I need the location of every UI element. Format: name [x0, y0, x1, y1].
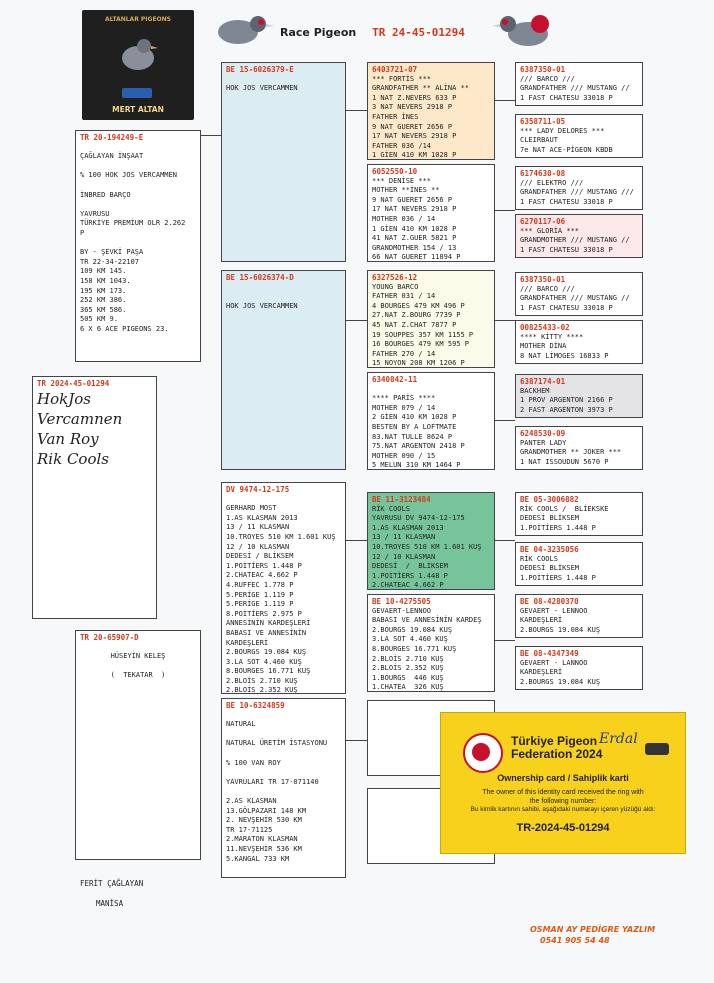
breeder-logo [82, 10, 194, 120]
text-line: 1 NAT Z.NEVERS 633 P [372, 93, 457, 102]
text-line [226, 75, 341, 85]
ring-number: BE 05-3006882 [520, 495, 579, 504]
text-line: 5.PERİGE 1.119 P [226, 590, 294, 599]
gen3-box [367, 492, 495, 590]
text-line [80, 162, 196, 172]
gen4-box [515, 166, 643, 210]
text-line: 5 MELUN 310 KM 1464 P [372, 461, 461, 470]
text-line: 5.KANGAL 733 KM [226, 854, 290, 863]
gen4-box [515, 426, 643, 470]
text-line: 2.MARATON KLASMAN [226, 835, 298, 844]
pigeon-logo-icon [116, 32, 160, 76]
gen4-box [515, 320, 643, 364]
text-line: YAVRULARI TR 17-071140 [226, 777, 319, 786]
text-line: 11.NEVŞEHİR 536 KM [226, 844, 302, 853]
connector [495, 210, 515, 211]
pedigree-text [520, 75, 638, 104]
gen4-box [515, 646, 643, 690]
ring-number: DV 9474-12-175 [226, 485, 290, 494]
text-line: 3.LA SOT 4.460 KUŞ [226, 657, 302, 666]
gen3-box [367, 594, 495, 692]
pedigree-text [226, 75, 341, 94]
ring-number: BE 04-3235056 [520, 545, 579, 554]
car-icon [645, 743, 669, 755]
ring-number: 6174630-08 [520, 169, 566, 178]
text-line: BY - ŞEVKİ PAŞA [80, 248, 144, 257]
text-line: ANNESİNİN KARDEŞLERİ [226, 619, 311, 628]
text-line: 10.TROYES 510 KM 1.601 KUŞ [372, 542, 482, 551]
pedigree-text [372, 607, 490, 692]
text-line: GEVAERT-LENNOO [372, 606, 432, 615]
connector [345, 110, 367, 111]
ring-number: 6358711-05 [520, 117, 566, 126]
pedigree-text [520, 505, 638, 534]
pedigree-text [520, 333, 638, 362]
owner-name: FERİT ÇAĞLAYAN [80, 879, 144, 888]
text-line: 2.BLOİS 2.352 KUŞ [226, 686, 298, 694]
text-line: NATURAL ÜRETİM İSTASYONU [226, 739, 328, 748]
text-line: KARDEŞLERİ [226, 638, 269, 647]
text-line: Van Roy [37, 429, 99, 448]
ring-number: TR 20-194249-E [80, 133, 144, 142]
text-line: 109 KM 145. [80, 267, 127, 276]
logo-title: ALTANLAR PIGEONS [104, 16, 172, 23]
text-line: GRANDFATHER /// MUSTANG /// [520, 188, 634, 197]
card-title [511, 735, 602, 761]
text-line: 1 FAST CHATESU 33018 P [520, 245, 613, 254]
text-line: RİK COOLS [372, 504, 410, 513]
pedigree-text [80, 143, 196, 335]
text-line: 2 FAST ARGENTON 3973 P [520, 405, 613, 414]
text-line: 1.AS KLASMAN 2013 [226, 513, 298, 522]
pedigree-text [226, 495, 341, 694]
pedigree-text [372, 75, 490, 160]
pedigree-text [520, 555, 638, 584]
card-text-line: the following number: [529, 798, 597, 805]
ring-number: 6387350-01 [520, 65, 566, 74]
connector [345, 740, 367, 741]
gen4-box [515, 492, 643, 536]
text-line: 2.AS KLASMAN [226, 796, 277, 805]
text-line [372, 385, 490, 395]
pedigree-text [372, 283, 490, 368]
text-line: DEDESİ BLİKSEM [520, 514, 580, 523]
text-line: 1.POİTİERS 1.448 P [226, 561, 302, 570]
text-line: 365 KM 586. [80, 305, 127, 314]
gen2-box [221, 698, 346, 878]
text-line [226, 711, 341, 721]
owner-info [80, 874, 143, 914]
gen2-box [221, 482, 346, 694]
text-line: 41 NAT Z.GUER 5821 P [372, 234, 457, 243]
footer-phone: 0541 905 54 48 [540, 936, 610, 945]
connector [495, 320, 515, 321]
text-line [80, 143, 196, 153]
gen4-box [515, 542, 643, 586]
dam-box [75, 630, 201, 860]
text-line: 19 SOUPPES 357 KM 1155 P [372, 330, 474, 339]
ring-number: 00825433-02 [520, 323, 570, 332]
ring-number: 6340842-11 [372, 375, 418, 384]
text-line: 1.CHATEA 326 KUŞ [372, 683, 444, 692]
connector [495, 420, 515, 421]
sire-box [75, 130, 201, 362]
pedigree-text [226, 283, 341, 312]
gen4-box [515, 214, 643, 258]
text-line [226, 749, 341, 759]
text-line: FATHER İNES [372, 112, 419, 121]
text-line: 2.CHATEAC 4.662 P [372, 581, 444, 590]
text-line: 12 / 10 KLASMAN [226, 542, 290, 551]
ring-number: 6387350-01 [520, 275, 566, 284]
page-header [280, 26, 465, 39]
text-line: HOK JOS VERCAMMEN [226, 84, 298, 93]
footer-brand: OSMAN AY PEDİGRE YAZLIM [530, 925, 656, 934]
pedigree-text [372, 385, 490, 470]
pedigree-text [372, 505, 490, 590]
handwritten-notes [37, 389, 152, 469]
ring-number: BE 11-3123484 [372, 495, 431, 504]
gen3-box [367, 164, 495, 262]
header-ring: TR 24-45-01294 [372, 26, 465, 39]
gen2-box [221, 62, 346, 262]
text-line: MOTHER DİNA [520, 342, 567, 351]
text-line: *** FORTİS *** [372, 74, 432, 83]
text-line: 2.CHATEAC 4.662 P [226, 571, 298, 580]
text-line: 27.NAT Z.BOURG 7739 P [372, 311, 461, 320]
text-line [226, 787, 341, 797]
ring-number: 6327526-12 [372, 273, 418, 282]
text-line: KARDEŞLERİ [520, 616, 563, 625]
logo-name: MERT ALTAN [112, 105, 164, 114]
text-line [80, 662, 196, 672]
ring-number: TR 20-65907-D [80, 633, 139, 642]
connector [495, 100, 515, 101]
text-line [80, 200, 196, 210]
ring-number: 6270117-06 [520, 217, 566, 226]
text-line: 505 KM 9. [80, 315, 118, 324]
gen4-box [515, 374, 643, 418]
text-line: 1.POİTİERS 1.448 P [372, 571, 448, 580]
text-line: GRANDFATHER /// MUSTANG // [520, 294, 630, 303]
connector [495, 640, 515, 641]
text-line: 1 GİEN 410 KM 1028 P [372, 224, 457, 233]
text-line: **** PARİS **** [372, 394, 436, 403]
text-line: YOUNG BARCO [372, 282, 419, 291]
text-line: YAVRUSU DV 9474-12-175 [372, 514, 465, 523]
text-line: 1.POİTİERS 1.448 P [520, 523, 596, 532]
text-line: HOK JOS VERCAMMEN [226, 301, 298, 310]
text-line: P [80, 228, 85, 237]
gen3-box [367, 270, 495, 368]
text-line: MOTHER 079 / 14 [372, 403, 436, 412]
text-line: TÜRKİYE PREMİUM OLR 2.262 [80, 219, 186, 228]
text-line: YAVRUSU [80, 209, 110, 218]
text-line [226, 495, 341, 505]
text-line: 83.NAT TULLE 8624 P [372, 432, 453, 441]
text-line: 17 NAT NEVERS 2918 P [372, 132, 457, 141]
text-line: 10.TROYES 510 KM 1.601 KUŞ [226, 532, 336, 541]
text-line: *** GLORİA *** [520, 226, 580, 235]
gen4-box [515, 594, 643, 638]
text-line: 13 / 11 KLASMAN [372, 533, 436, 542]
text-line: 252 KM 386. [80, 296, 127, 305]
text-line: GRANDMOTHER ** JOKER *** [520, 448, 622, 457]
text-line: 158 KM 1043. [80, 276, 131, 285]
gen2-box [221, 270, 346, 470]
pedigree-text [372, 177, 490, 262]
text-line: 12 / 10 KLASMAN [372, 552, 436, 561]
text-line: FATHER 031 / 14 [372, 292, 436, 301]
text-line: 1.POİTİERS 1.448 P [520, 573, 596, 582]
text-line: 1 FAST CHATESU 33018 P [520, 303, 613, 312]
text-line: *** LADY DELORES *** [520, 126, 605, 135]
text-line: RİK COOLS [520, 554, 558, 563]
pedigree-text [520, 387, 638, 416]
gen3-box [367, 372, 495, 470]
text-line: TR 17-71125 [226, 825, 273, 834]
text-line: 8.BOURGES 16.771 KUŞ [372, 644, 457, 653]
text-line: MOTHER 036 / 14 [372, 214, 436, 223]
text-line: 2.BOURGS 19.084 KUŞ [226, 648, 307, 657]
text-line: İNBRED BARÇO [80, 190, 131, 199]
text-line: /// ELEKTRO /// [520, 178, 584, 187]
text-line [226, 768, 341, 778]
text-line: 16 BOURGES 479 KM 595 P [372, 340, 469, 349]
ring-number: BE 10-6324859 [226, 701, 285, 710]
text-line: 13.GÖLPAZARI 148 KM [226, 806, 307, 815]
text-line: 2.BLOİS 2.710 KUŞ [226, 676, 298, 685]
text-line: 2.BOURGS 19.084 KUŞ [372, 625, 453, 634]
text-line: 9 NAT GUERET 2656 P [372, 122, 453, 131]
pigeon-head-left-icon [214, 8, 276, 48]
card-text-tr: Bu kimlik kartının sahibi, aşağıdaki numarayı içeren yüzüğü aldı: [470, 806, 656, 813]
owner-city: MANİSA [96, 899, 124, 908]
card-text-line: The owner of this identity card received the ring with [482, 789, 644, 796]
text-line: MOTHER **İNES ** [372, 186, 440, 195]
card-title-line: Federation 2024 [511, 747, 603, 761]
pigeon-head-right-icon [490, 8, 552, 48]
text-line: 4 BOURGES 479 KM 496 P [372, 301, 465, 310]
text-line: RİK COOLS / BLİEKSKE [520, 504, 609, 513]
text-line: 9 NAT GUERET 2656 P [372, 195, 453, 204]
text-line: 2.BOURGS 19.084 KUŞ [520, 625, 601, 634]
text-line [226, 283, 341, 293]
pedigree-text [520, 607, 638, 636]
gen4-box [515, 272, 643, 316]
subject-ring: TR 2024-45-01294 [37, 379, 110, 388]
card-ring: TR-2024-45-01294 [516, 822, 610, 834]
ring-number: BE 10-4275505 [372, 597, 431, 606]
ownership-heading: Ownership card / Sahiplik karti [497, 773, 629, 783]
header-label: Race Pigeon [280, 26, 357, 39]
pedigree-text [520, 227, 638, 256]
text-line: GERHARD MOST [226, 504, 277, 513]
text-line: 66 NAT GUERET 11894 P [372, 253, 461, 262]
ring-number: BE 15-6026379-E [226, 65, 294, 74]
text-line: HokJos Vercamnen [37, 389, 123, 428]
text-line: 3 NAT NEVERS 2918 P [372, 103, 453, 112]
text-line [80, 239, 196, 249]
text-line: 2.BLOİS 2.352 KUŞ [372, 664, 444, 673]
text-line: GRANDFATHER /// MUSTANG // [520, 84, 630, 93]
text-line: 1 PROV ARGENTON 2166 P [520, 396, 613, 405]
connector [345, 540, 367, 541]
text-line [80, 643, 196, 653]
text-line: DEDESİ BLİKSEM [520, 564, 580, 573]
text-line: CLEIRBAUT [520, 136, 558, 145]
text-line [226, 292, 341, 302]
pedigree-text [520, 179, 638, 208]
text-line: BESTEN BY A LOFTMATE [372, 422, 457, 431]
subject-box [32, 376, 157, 619]
text-line: PANTER LADY [520, 438, 567, 447]
text-line: 13 / 11 KLASMAN [226, 523, 290, 532]
footer [530, 924, 655, 946]
ring-number: 6387174-01 [520, 377, 566, 386]
gen4-box [515, 62, 643, 106]
federation-emblem-icon [463, 733, 503, 773]
text-line: HÜSEYİN KELEŞ [110, 652, 166, 661]
text-line: 1 FAST CHATESU 33018 P [520, 197, 613, 206]
ring-number: 6248530-09 [520, 429, 566, 438]
text-line: FATHER 036 /14 [372, 141, 432, 150]
text-line: % 100 HOK JOS VERCAMMEN [80, 171, 177, 180]
text-line: 1 FAST CHATESU 33018 P [520, 93, 613, 102]
pedigree-text [520, 659, 638, 688]
text-line: 17 NAT NEVERS 2918 P [372, 205, 457, 214]
text-line: /// BARCO /// [520, 284, 575, 293]
text-line: 1 GİEN 410 KM 1028 P [372, 151, 457, 160]
card-text-en [441, 788, 685, 806]
text-line: KARDEŞLERİ [520, 668, 563, 677]
text-line: /// BARCO /// [520, 74, 575, 83]
card-title-line: Türkiye Pigeon [511, 734, 598, 748]
text-line: GEVAERT - LANNOO [520, 658, 588, 667]
text-line: 15 NOYON 208 KM 1206 P [372, 359, 465, 368]
pedigree-text [520, 127, 638, 156]
gen4-box [515, 114, 643, 158]
pedigree-text [226, 711, 341, 865]
text-line: 2.BOURGS 19.084 KUŞ [520, 677, 601, 686]
text-line: GRANDMOTHER /// MUSTANG // [520, 236, 630, 245]
text-line: 195 KM 173. [80, 286, 127, 295]
text-line: 1 NAT ISSOUDUN 5670 P [520, 457, 609, 466]
text-line: 6 X 6 ACE PIGEONS 23. [80, 324, 169, 333]
text-line: 8.BOURGES 16.771 KUŞ [226, 667, 311, 676]
text-line [80, 181, 196, 191]
text-line: *** DENİSE *** [372, 176, 432, 185]
ring-number: 6403721-07 [372, 65, 418, 74]
text-line: 1.AS KLASMAN 2013 [372, 523, 444, 532]
text-line: MOTHER 090 / 15 [372, 451, 436, 460]
text-line: FATHER 270 / 14 [372, 349, 436, 358]
text-line: BABASI VE ANNESİNİN [226, 628, 307, 637]
signature: Erdal [599, 731, 638, 747]
text-line: 45 NAT Z.CHAT 7877 P [372, 320, 457, 329]
text-line: GRANDFATHER ** ALİNA ** [372, 84, 469, 93]
ring-number: 6052550-10 [372, 167, 418, 176]
text-line: Rik Cools [37, 449, 109, 468]
text-line: BABASI VE ANNESİNİN KARDEŞ [372, 616, 482, 625]
text-line: GRANDMOTHER 154 / 13 [372, 243, 457, 252]
text-line: % 100 VAN ROY [226, 758, 281, 767]
text-line: **** KİTTY **** [520, 332, 584, 341]
text-line: 75.NAT ARGENTON 2418 P [372, 442, 465, 451]
text-line: NATURAL [226, 720, 256, 729]
text-line: 2. NEVŞEHİR 530 KM [226, 816, 302, 825]
text-line: DEDESİ / BLİKSEM [226, 552, 294, 561]
text-line: 8.POİTİERS 2.975 P [226, 609, 302, 618]
text-line: 2 GİEN 410 KM 1028 P [372, 413, 457, 422]
text-line: TR 22-34-22107 [80, 257, 140, 266]
connector [495, 540, 515, 541]
text-line: 7e NAT ACE-PİGEON KBDB [520, 145, 613, 154]
text-line: 8 NAT LİMOGES 16833 P [520, 351, 609, 360]
text-line: ÇAĞLAYAN İNŞAAT [80, 152, 144, 161]
ring-number: BE 15-6026374-D [226, 273, 294, 282]
text-line: 1.BOURGS 446 KUŞ [372, 673, 444, 682]
pedigree-text [80, 643, 196, 681]
text-line: 2.BLOİS 2.710 KUŞ [372, 654, 444, 663]
ring-number: BE 08-4280370 [520, 597, 579, 606]
pedigree-text [520, 439, 638, 468]
text-line [226, 730, 341, 740]
ring-number: BE 08-4347349 [520, 649, 579, 658]
ownership-card [440, 712, 686, 854]
text-line: 4.RUFFEC 1.778 P [226, 580, 294, 589]
text-line: 5.PERİGE 1.119 P [226, 600, 294, 609]
text-line: 3.LA SOT 4.460 KUŞ [372, 635, 448, 644]
connector [201, 135, 221, 136]
logo-badge [122, 88, 152, 98]
pedigree-text [520, 285, 638, 314]
gen3-box [367, 62, 495, 160]
text-line: ( TEKATAR ) [110, 671, 166, 680]
text-line: DEDESİ / BLİKSEM [372, 562, 448, 571]
connector [345, 320, 367, 321]
text-line: GEVAERT - LENNOO [520, 606, 588, 615]
text-line: BACKHEM [520, 386, 550, 395]
